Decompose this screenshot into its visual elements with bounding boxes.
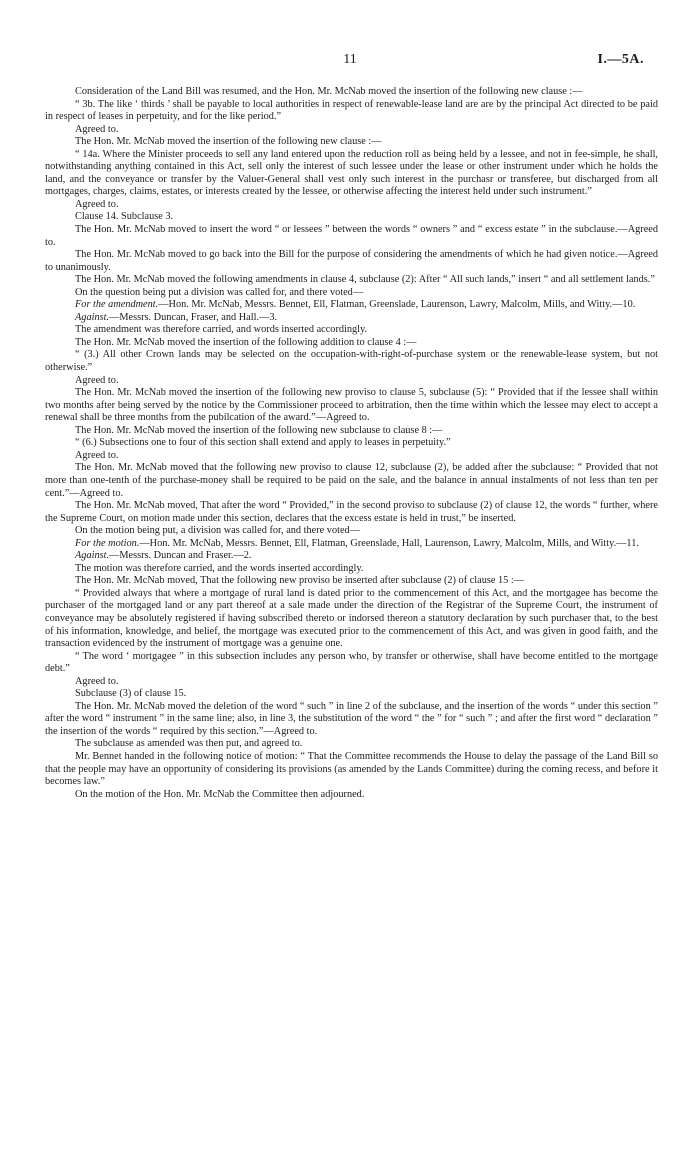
paragraph: The Hon. Mr. McNab moved that the following new proviso to clause 12, subclause (2), be added after the subclause: “ Provided that not more than one-tenth of the purchase-money shall be required to be paid on the sale, and the balance in annual instalments of not less than ten per cent.”—Agreed to. xyxy=(45,462,658,499)
paragraph: On the motion being put, a division was called for, and there voted— xyxy=(75,525,360,537)
paragraph: The Hon. Mr. McNab moved the deletion of the word “ such ” in line 2 of the subclause, and the insertion of the words “ under this section ” after the word “ instrument ” in the same line; also, in line 3, the substitution of the word “ the ” for “ such ” ; and after the first word “ declaration ” the insertion of the words “ required by this section.”—Agreed to. xyxy=(45,700,658,737)
paragraph: The Hon. Mr. McNab moved the insertion of the following addition to clause 4 :— xyxy=(75,336,417,348)
paragraph: The motion was therefore carried, and the words inserted accordingly. xyxy=(75,562,364,574)
paragraph: Agreed to. xyxy=(75,123,119,135)
quoted-clause: “ (3.) All other Crown lands may be selected on the occupation-with-right-of-purchase system or the renewable-lease system, but not otherwise.” xyxy=(45,349,658,374)
paragraph: On the motion of the Hon. Mr. McNab the Committee then adjourned. xyxy=(75,788,365,800)
quoted-clause: “ Provided always that where a mortgage of rural land is dated prior to the commencement of this Act, and the mortgagee has become the purchaser of the mortgaged land or any part thereof at a sale made under the direction of the Registrar of the Supreme Court, the instrument of conveyance may be absolutely registered if having subscribed thereto or indorsed thereon a statutory declaration by such purchaser that, to the best of his information, knowledge, and belief, the mortgage was executed prior to the commencement of this Act, and was given in good faith, and the transaction evidenced by the instrument of mortgage was a genuine one. xyxy=(45,587,658,650)
paragraph: Subclause (3) of clause 15. xyxy=(75,688,187,700)
paragraph: The Hon. Mr. McNab moved to go back into the Bill for the purpose of considering the amendments of which he had given notice.—Agreed to unanimously. xyxy=(45,249,658,273)
quoted-clause: “ (6.) Subsections one to four of this section shall extend and apply to leases in perpetuity.” xyxy=(75,437,451,449)
paragraph: On the question being put a division was called for, and there voted— xyxy=(75,286,364,298)
paragraph: Agreed to. xyxy=(75,449,119,461)
paragraph: The Hon. Mr. McNab moved the insertion of the following new proviso to clause 5, subclause (5): “ Provided that if the lessee shall within two months after being served by the notice by the Commissioner proceed to arbitration, then the time within which the lessee may elect to accept a renewal shall be three months from the pubilcation of the award.”—Agreed to. xyxy=(45,387,658,424)
division-against: Against.—Messrs. Duncan and Fraser.—2. xyxy=(75,550,252,562)
paragraph: The Hon. Mr. McNab moved, That after the word “ Provided,” in the second proviso to subclause (2) of clause 12, the words “ further, where the Supreme Court, on motion made under this section, declares that the excess estate is held in trust,” be inserted. xyxy=(45,500,658,524)
paragraph: The Hon. Mr. McNab moved to insert the word “ or lessees ” between the words “ owners ” and “ excess estate ” in the subclause.—Agreed to. xyxy=(45,224,658,248)
division-for: For the motion.—Hon. Mr. McNab, Messrs. Bennet, Ell, Flatman, Greenslade, Hall, Laurenson, Lawry, Malcolm, Mills, and Witty.—11. xyxy=(75,537,639,549)
paragraph: The Hon. Mr. McNab moved, That the following new proviso be inserted after subclause (2) of clause 15 :— xyxy=(75,575,525,587)
quoted-clause: “ 3b. The like ‘ thirds ’ shall be payable to local authorities in respect of renewable-lease land are are by the principal Act directed to be paid in respect of leases in perpetuity, and for the like period.” xyxy=(45,98,658,123)
page-number: 11 xyxy=(343,52,357,67)
document-reference: I.—5A. xyxy=(597,52,644,67)
division-for: For the amendment.—Hon. Mr. McNab, Messrs. Bennet, Ell, Flatman, Greenslade, Laurenson, Lawry, Malcolm, Mills, and Witty.—10. xyxy=(75,299,636,311)
quoted-clause: “ The word ‘ mortgagee ” in this subsection includes any person who, by transfer or otherwise, shall have become entitled to the mortgage debt.” xyxy=(45,650,658,675)
paragraph: The Hon. Mr. McNab moved the insertion of the following new clause :— xyxy=(75,136,382,148)
division-against: Against.—Messrs. Duncan, Fraser, and Hall.—3. xyxy=(75,311,278,323)
paragraph: The Hon. Mr. McNab moved the following amendments in clause 4, subclause (2): After “ All such lands,” insert “ and all settlement lands.” xyxy=(75,274,655,286)
paragraph: Agreed to. xyxy=(75,198,119,210)
paragraph: The Hon. Mr. McNab moved the insertion of the following new subclause to clause 8 :— xyxy=(75,424,443,436)
quoted-clause: “ 14a. Where the Minister proceeds to sell any land entered upon the reduction roll as being held by a lessee, and not in fee-simple, he shall, notwithstanding anything contained in this Act, sell only the interest of such lessee under the lease or other instrument under which he holds the land, and the conveyance or transfer by the Valuer-General shall vest only such interest in the purchasr or transferee, but discharged from all mortgages, charges, claims, estates, or interests created by the lessee, or otherwise affecting the interest held under such instrument.” xyxy=(45,148,658,198)
paragraph: Mr. Bennet handed in the following notice of motion: “ That the Committee recommends the House to delay the passage of the Land Bill so that the people may have an opportunity of considering its provisions (as amended by the Lands Committee) during the coming recess, and before it becomes law.” xyxy=(45,750,658,788)
paragraph: Clause 14. Subclause 3. xyxy=(75,211,174,223)
paragraph: Agreed to. xyxy=(75,374,119,386)
paragraph: Consideration of the Land Bill was resumed, and the Hon. Mr. McNab moved the insertion of the following new clause :— xyxy=(75,86,583,97)
paragraph: The amendment was therefore carried, and words inserted accordingly. xyxy=(75,324,368,336)
document-body xyxy=(45,86,658,801)
paragraph: The subclause as amended was then put, and agreed to. xyxy=(75,738,303,750)
paragraph: Agreed to. xyxy=(75,675,119,687)
